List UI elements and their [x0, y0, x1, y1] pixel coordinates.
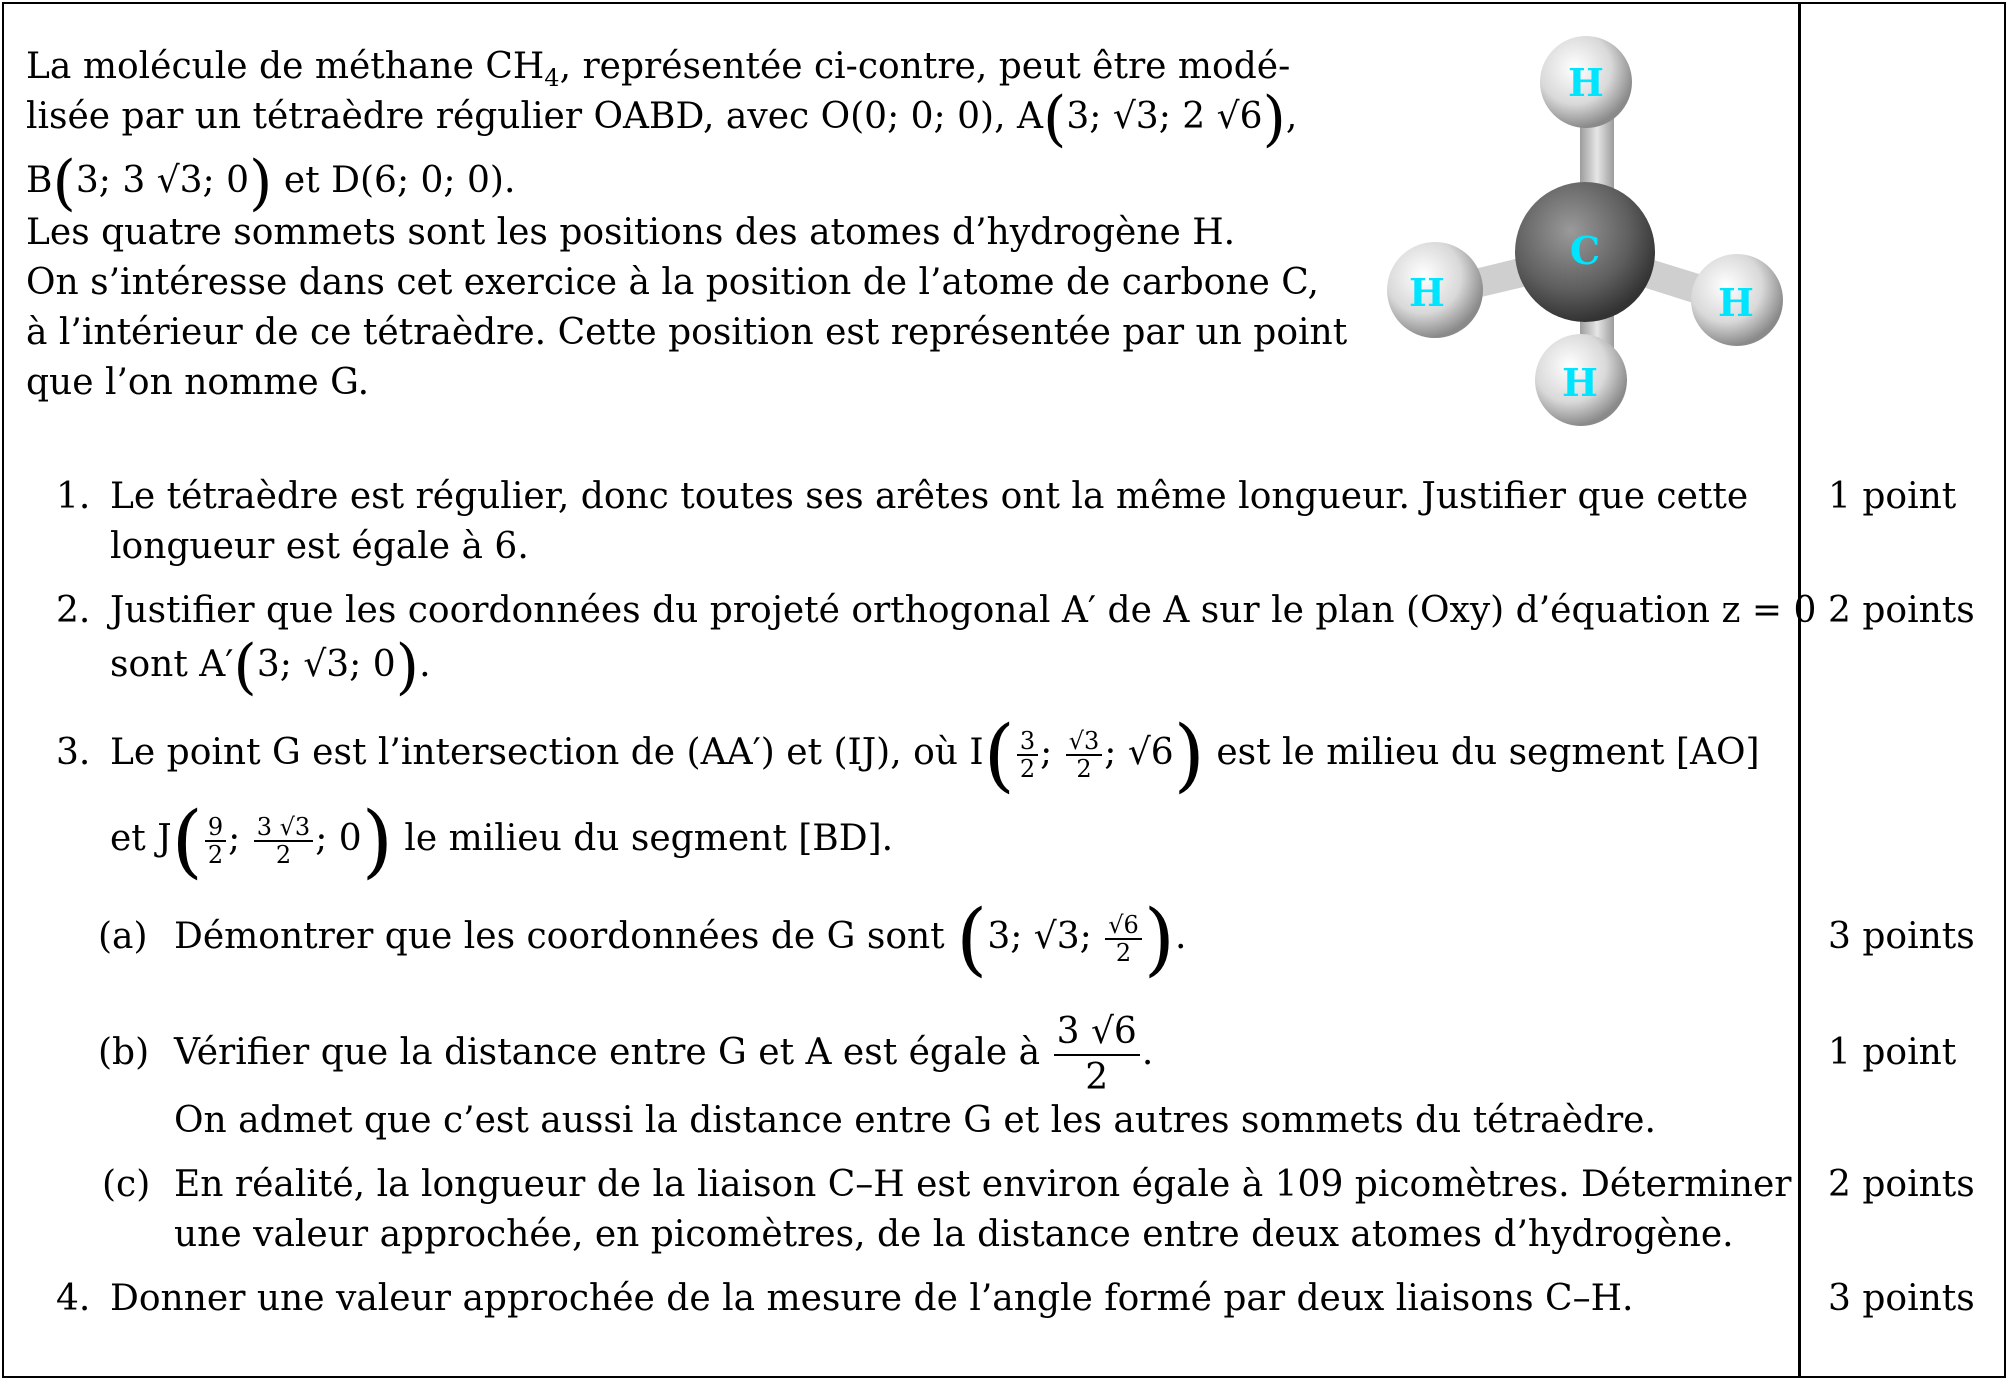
- subquestion-c-line-2: une valeur approchée, en picomètres, de la distance entre deux atomes d’hydrogène.: [174, 1214, 1734, 1255]
- label-h-left: H: [1409, 270, 1445, 315]
- intro-line-2: lisée par un tétraèdre régulier OABD, avec O(0; 0; 0), A(3; √3; 2 √6),: [26, 84, 1298, 154]
- question-3-line-2: et J( $\frac{9}{2}$ ; $\frac{3 √3}{2}$ ; 0) le milieu du segment [BD].: [110, 794, 894, 887]
- intro-line-1: La molécule de méthane $CH_4$, représentée ci-contre, peut être modé-: [26, 46, 1291, 93]
- question-number-2: 2.: [56, 590, 91, 631]
- question-2-line-1: Justifier que les coordonnées du projeté orthogonal A′ de A sur le plan (Oxy) d’équation z = 0: [110, 590, 1817, 631]
- subquestion-label-b: (b): [98, 1032, 150, 1073]
- points-q3c: 2 points: [1828, 1164, 1975, 1205]
- question-number-4: 4.: [56, 1278, 91, 1319]
- question-4-line-1: Donner une valeur approchée de la mesure de l’angle formé par deux liaisons C–H.: [110, 1278, 1634, 1319]
- intro-line-3: B(3; 3 √3; 0) et D(6; 0; 0).: [26, 148, 516, 218]
- question-2-line-2: sont A′(3; √3; 0).: [110, 632, 431, 702]
- points-q4: 3 points: [1828, 1278, 1975, 1319]
- question-1-line-1: Le tétraèdre est régulier, donc toutes ses arêtes ont la même longueur. Justifier que cette: [110, 476, 1749, 517]
- subquestion-c-line-1: En réalité, la longueur de la liaison C–H est environ égale à 109 picomètres. Déterminer: [174, 1164, 1792, 1205]
- fraction-j-x: $\frac{9}{2}$: [205, 814, 226, 868]
- label-h-bottom: H: [1562, 360, 1598, 405]
- subquestion-b-text: Vérifier que la distance entre G et A est égale à $\frac{3 √6}{2}$ .: [174, 1011, 1154, 1098]
- question-number-3: 3.: [56, 732, 91, 773]
- fraction-i-x: $\frac{3}{2}$: [1017, 728, 1038, 782]
- points-q3a: 3 points: [1828, 916, 1975, 957]
- label-h-right: H: [1718, 280, 1754, 325]
- intro-line-4: Les quatre sommets sont les positions des atomes d’hydrogène H.: [26, 212, 1236, 253]
- points-column-divider: [1798, 2, 1801, 1376]
- intro-line-7: que l’on nomme G.: [26, 362, 370, 403]
- subquestion-label-c: (c): [102, 1164, 151, 1205]
- points-q1: 1 point: [1828, 476, 1957, 517]
- label-c-center: C: [1569, 228, 1601, 273]
- intro-line-5: On s’intéresse dans cet exercice à la position de l’atome de carbone C,: [26, 262, 1319, 303]
- fraction-g-z: $\frac{√6}{2}$: [1105, 912, 1142, 966]
- subquestion-a-text: Démontrer que les coordonnées de G sont (3; √3; $\frac{√6}{2}$ ).: [174, 892, 1187, 985]
- fraction-j-y: $\frac{3 √3}{2}$: [254, 814, 313, 868]
- points-q2: 2 points: [1828, 590, 1975, 631]
- subquestion-b-line-2: On admet que c’est aussi la distance entre G et les autres sommets du tétraèdre.: [174, 1100, 1656, 1141]
- question-1-line-2: longueur est égale à 6.: [110, 526, 529, 567]
- fraction-i-y: $\frac{√3}{2}$: [1066, 728, 1103, 782]
- subquestion-label-a: (a): [98, 916, 148, 957]
- methane-molecule-image: [1380, 20, 1790, 440]
- fraction-ga-distance: $\frac{3 √6}{2}$: [1054, 1010, 1140, 1100]
- intro-line-6: à l’intérieur de ce tétraèdre. Cette position est représentée par un point: [26, 312, 1348, 353]
- points-q3b: 1 point: [1828, 1032, 1957, 1073]
- label-h-top: H: [1568, 60, 1604, 105]
- question-3-line-1: Le point G est l’intersection de (AA′) et (IJ), où I( $\frac{3}{2}$ ; $\frac{√3}{2}$ ; √6) est le milieu du segment [AO]: [110, 708, 1760, 801]
- question-number-1: 1.: [56, 476, 91, 517]
